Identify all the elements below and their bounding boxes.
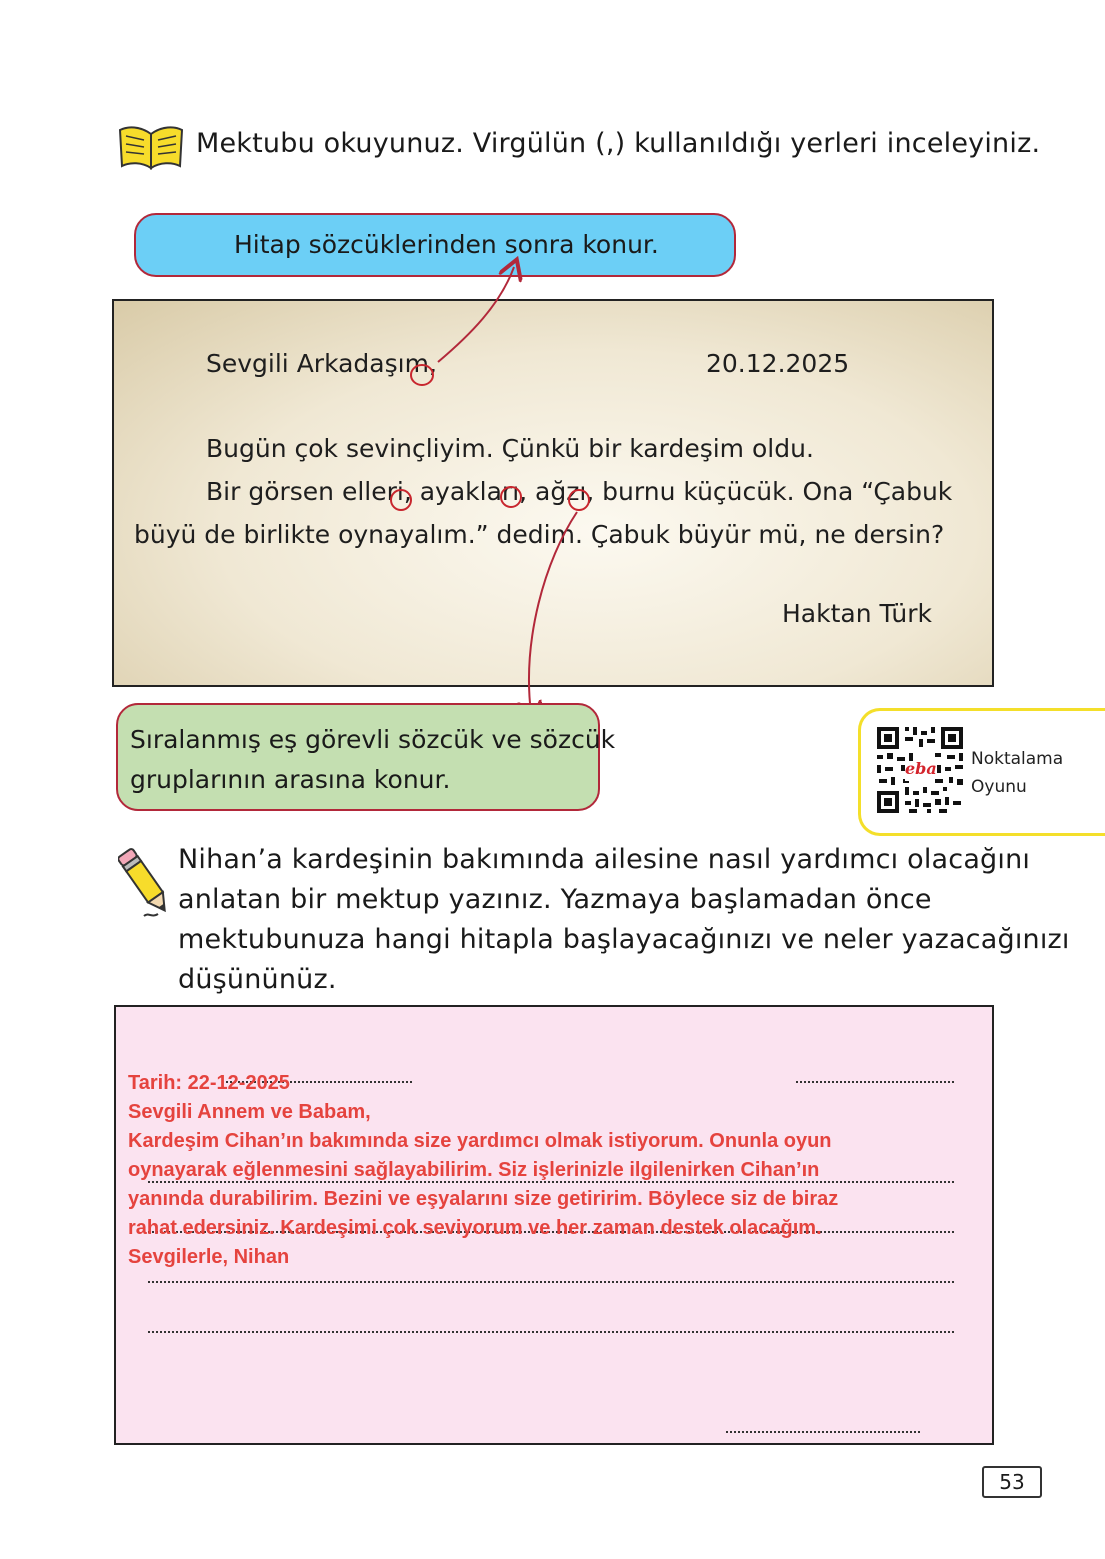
letter-line-2: Bir görsen elleri, ayakları, ağzı, burnu küçücük. Ona “Çabuk [206,477,953,506]
letter-greeting: Sevgili Arkadaşım, [206,349,437,378]
answer-line-4: rahat edersiniz. Kardeşimi çok seviyorum ve her zaman destek olacağım. [128,1217,822,1239]
dotted-line-4 [148,1331,954,1333]
callout-series-line-2: gruplarının arasına konur. [130,765,451,794]
task-line-1: Nihan’a kardeşinin bakımında ailesine nasıl yardımcı olacağını [178,844,1031,875]
answer-line-1: Kardeşim Cihan’ın bakımında size yardımcı olmak istiyorum. Onunla oyun [128,1130,832,1152]
answer-line-3: yanında durabilirim. Bezini ve eşyalarını size getiririm. Böylece siz de biraz [128,1188,839,1210]
answer-greeting: Sevgili Annem ve Babam, [128,1101,371,1123]
letter-line-1: Bugün çok sevinçliyim. Çünkü bir kardeşim oldu. [206,434,814,463]
task-line-2: anlatan bir mektup yazınız. Yazmaya başlamadan önce [178,884,932,915]
letter-line-3: büyü de birlikte oynayalım.” dedim. Çabuk büyür mü, ne dersin? [134,520,945,549]
task-line-3: mektubunuza hangi hitapla başlayacağınızı ve neler yazacağınızı [178,924,1070,955]
dotted-line-3 [148,1281,954,1283]
answer-date: Tarih: 22-12-2025 [128,1072,290,1094]
page-number: 53 [982,1466,1042,1498]
callout-series-rule [116,703,616,811]
qr-label-line-1: Noktalama [971,749,1064,769]
task-line-4: düşününüz. [178,964,337,995]
callout-address-text: Hitap sözcüklerinden sonra konur. [234,230,659,259]
letter-writing-area[interactable] [114,1005,994,1445]
handwritten-answer [128,1069,988,1272]
callout-series-line-1: Sıralanmış eş görevli sözcük ve sözcük [130,725,616,754]
qr-brand-logo: eba [905,759,937,778]
qr-card[interactable] [858,708,1105,836]
answer-line-2: oynayarak eğlenmesini sağlayabilirim. Siz işlerinizle ilgilenirken Cihan’ın [128,1159,820,1181]
dotted-line-signature [726,1431,920,1433]
instruction-heading: Mektubu okuyunuz. Virgülün (,) kullanıldığı yerleri inceleyiniz. [196,128,1041,159]
letter-signature: Haktan Türk [782,599,932,628]
letter-date: 20.12.2025 [706,349,850,378]
qr-label-line-2: Oyunu [971,777,1027,797]
answer-closing: Sevgilerle, Nihan [128,1246,290,1268]
pencil-icon [118,842,174,922]
